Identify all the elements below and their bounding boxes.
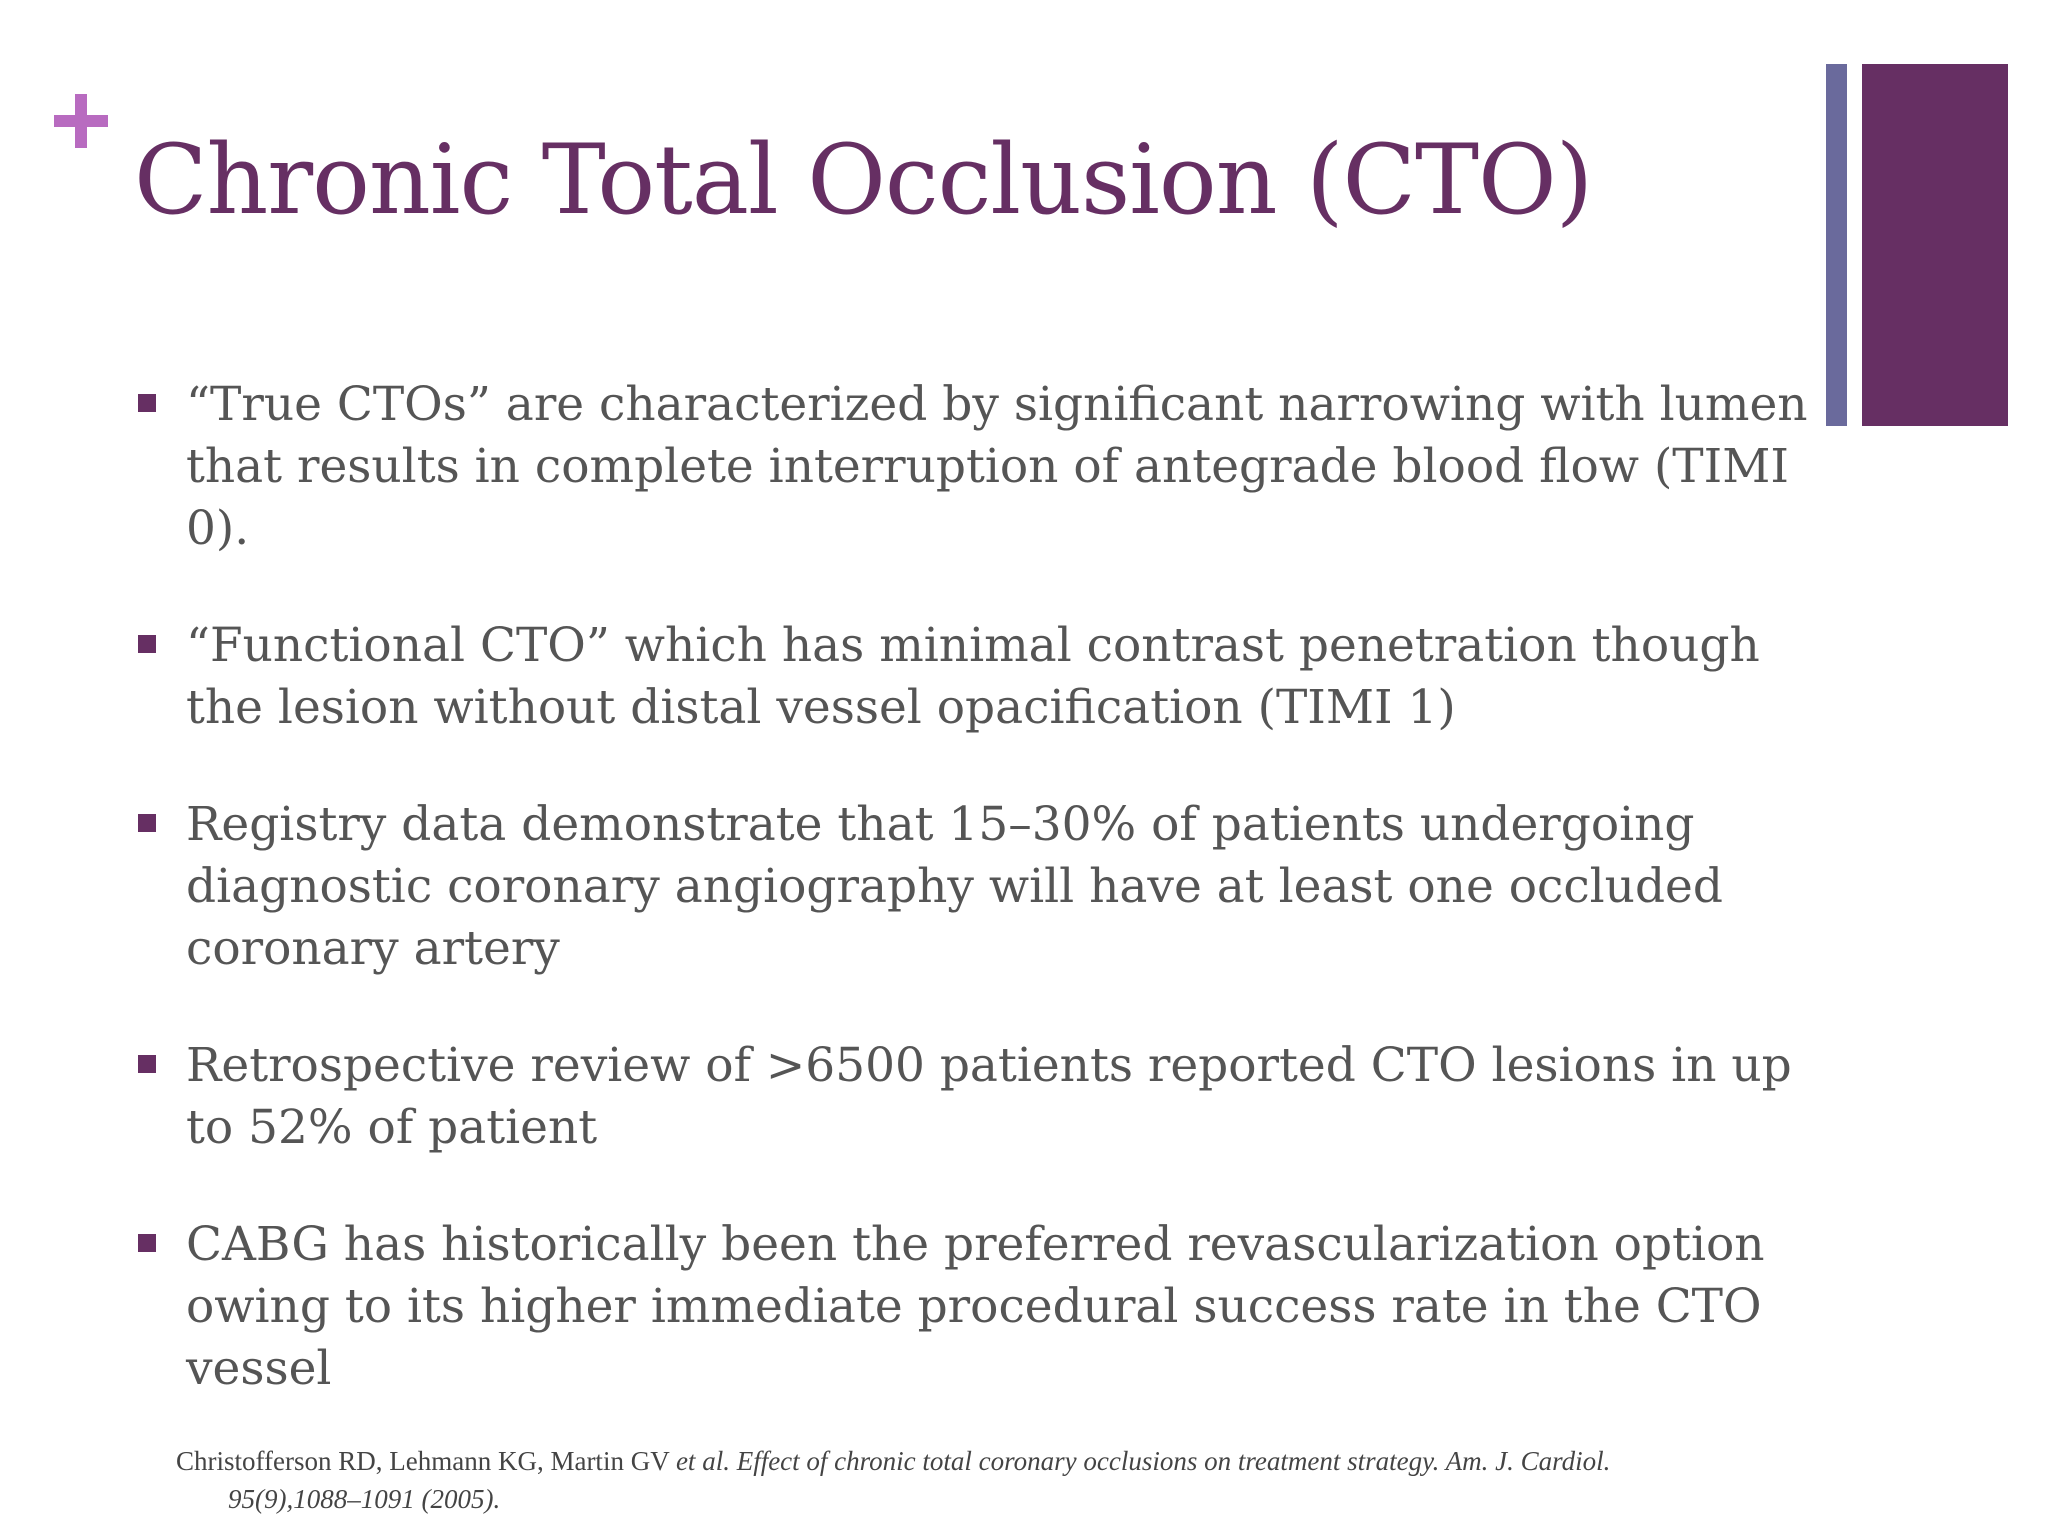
bullet-square-icon	[138, 1234, 156, 1252]
bullet-square-icon	[138, 635, 156, 653]
plus-icon	[54, 94, 108, 148]
bullet-list	[138, 374, 1818, 1455]
bullet-text: Registry data demonstrate that 15–30% of patients undergoing diagnostic coronary angiography will have at least one occluded coronary artery	[186, 797, 1723, 976]
citation-authors: Christofferson RD, Lehmann KG, Martin GV	[176, 1446, 676, 1476]
bullet-square-icon	[138, 394, 156, 412]
citation	[176, 1442, 1876, 1518]
bullet-square-icon	[138, 814, 156, 832]
bullet-text: “Functional CTO” which has minimal contrast penetration though the lesion without distal vessel opacification (TIMI 1)	[186, 618, 1760, 735]
plus-icon-vertical	[75, 94, 87, 148]
slide-title: Chronic Total Occlusion (CTO)	[134, 124, 1593, 236]
bullet-text: “True CTOs” are characterized by significant narrowing with lumen that results in complete interruption of antegrade blood flow (TIMI 0).	[186, 377, 1808, 556]
bullet-item	[138, 1035, 1818, 1159]
citation-et-al: et al.	[675, 1446, 730, 1476]
bullet-item	[138, 374, 1818, 560]
accent-bar-thin	[1826, 64, 1847, 426]
citation-volume-pages: 95(9),1088–1091 (2005).	[228, 1484, 501, 1514]
bullet-square-icon	[138, 1055, 156, 1073]
bullet-item	[138, 794, 1818, 980]
bullet-text: CABG has historically been the preferred revascularization option owing to its higher immediate procedural success rate in the CTO vessel	[186, 1217, 1765, 1396]
citation-article: Effect of chronic total coronary occlusions on treatment strategy. Am. J. Cardiol.	[729, 1446, 1611, 1476]
bullet-text: Retrospective review of >6500 patients reported CTO lesions in up to 52% of patient	[186, 1038, 1792, 1155]
accent-bar-thick	[1862, 64, 2008, 426]
bullet-item	[138, 615, 1818, 739]
bullet-item	[138, 1214, 1818, 1400]
